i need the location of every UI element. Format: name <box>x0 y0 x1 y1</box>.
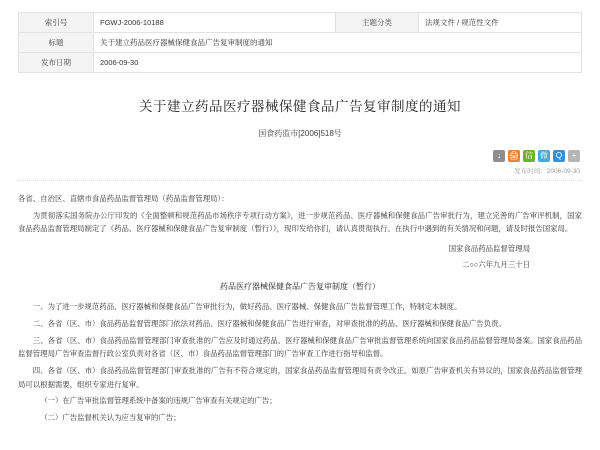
meta-label-title: 标题 <box>19 33 94 53</box>
clause-2: 二、各省（区、市）食品药品监督管理部门依法对药品、医疗器械和保健食品广告进行审查，对审查批准的药品、医疗器械和保健食品广告负责。 <box>32 318 506 328</box>
section-title: 药品医疗器械保健食品广告复审制度（暂行） <box>220 282 380 292</box>
clause-3: 三、各省（区、市）食品药品监督管理部门审查批准的广告应及时通过药品、医疗器械和保健食品广告审批监督管理系统向国家食品药品监督管理局备案。国家食品药品监督管理局广告审查监督行政公室负责对各省（区、市）食品药品监督管理部门的广告审查工作进行指导和监督。 <box>18 335 582 359</box>
meta-label-index: 索引号 <box>19 13 94 33</box>
print-icon[interactable]: 🖨 <box>508 150 520 160</box>
meta-value-index: FGWJ-2006-10188 <box>94 13 336 33</box>
paragraph-intro: 为贯彻落实国务院办公厅印发的《全面整顿和规范药品市场秩序专项行动方案》，进一步规范药品、医疗器械和保健食品广告审批行为，建立完善的广告审评机制，国家食品药品监督管理局制定了《药品、医疗器械和保健食品广告复审制度（暂行）》，现印发给你们，请认真贯彻执行。在执行中遇到的有关情况和问题，请及时报告国家局。 <box>18 210 582 234</box>
document-number: 国食药监市[2006]518号 <box>258 129 342 138</box>
meta-label-date: 发布日期 <box>19 53 94 73</box>
clause-1: 一、为了进一步规范药品、医疗器械和保健食品广告审批行为，做好药品、医疗器械、保健食品广告监督管理工作，特制定本制度。 <box>32 302 462 312</box>
divider <box>18 180 582 181</box>
table-row <box>19 53 582 73</box>
document-meta-table <box>18 12 582 73</box>
clause-4: 四、各省（区、市）食品药品监督管理部门审查批准的广告有不符合规定的，国家食品药品监督管理局有责令改正。如原广告审查机关有异议的，国家食品药品监督管理局可以根据需要，组织专家进行复审。 <box>18 365 582 389</box>
clause-4-item-2: （二）广告监督机关认为应当复审的广告； <box>40 413 181 423</box>
document-body <box>18 192 582 425</box>
qq-icon[interactable]: Q <box>553 150 565 162</box>
more-icon[interactable]: + <box>568 150 580 162</box>
meta-value-category: 法规文件 / 规范性文件 <box>419 13 582 33</box>
meta-value-date: 2006-09-30 <box>94 53 582 73</box>
clause-4-item-1: （一）在广告审批监督管理系统中备案的违规广告审查有关规定的广告； <box>40 396 277 406</box>
weibo-icon[interactable]: 微 <box>540 150 548 160</box>
signature-block <box>18 242 582 271</box>
signature-org: 国家食品药品监督管理局 <box>448 244 530 254</box>
signature-date: 二○○六年九月三十日 <box>461 259 530 269</box>
page-title: 关于建立药品医疗器械保健食品广告复审制度的通知 <box>139 99 461 114</box>
meta-label-category: 主题分类 <box>336 13 419 33</box>
publish-date: 发布时间：2006-09-30 <box>514 168 580 175</box>
table-row <box>19 13 582 33</box>
table-row <box>19 33 582 53</box>
meta-value-title: 关于建立药品医疗器械保健食品广告复审制度的通知 <box>94 33 582 53</box>
download-icon[interactable]: ↓ <box>493 150 505 162</box>
share-toolbar <box>18 149 582 162</box>
paragraph-recipient: 各省、自治区、直辖市食品药品监督管理局（药品监督管理局）： <box>18 194 229 203</box>
wechat-icon[interactable]: 信 <box>525 150 533 160</box>
